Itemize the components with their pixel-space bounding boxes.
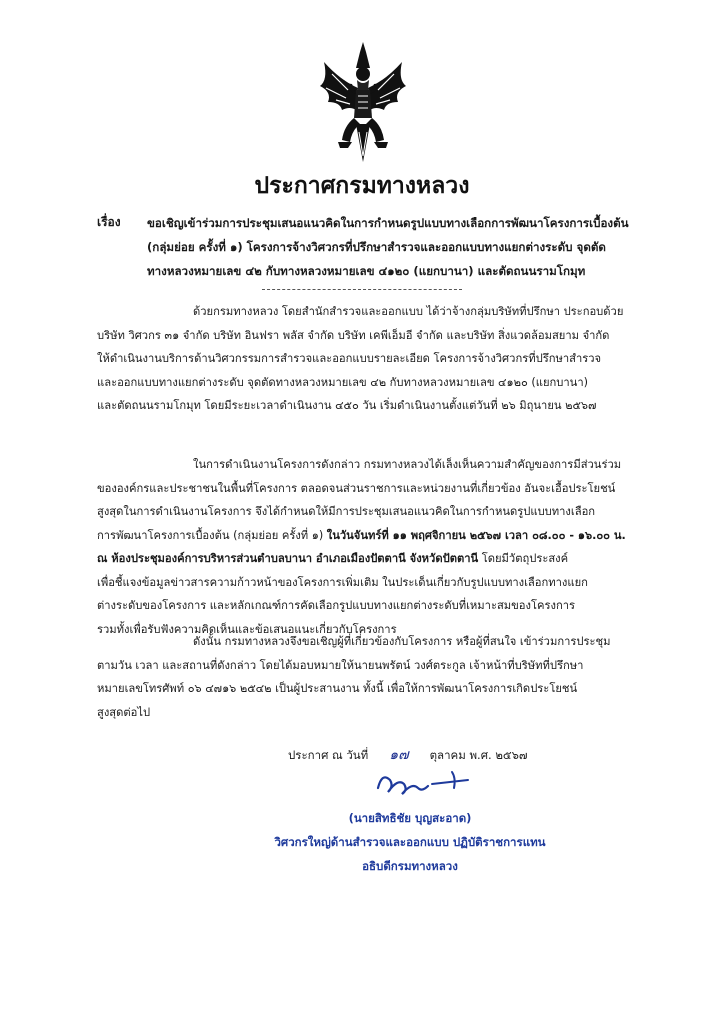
- paragraph-line: ขององค์กรและประชาชนในพื้นที่โครงการ ตลอดจนส่วนราชการและหน่วยงานที่เกี่ยวข้อง อันจะเอื้อประโยชน์: [97, 481, 616, 495]
- paragraph-line: และออกแบบทางแยกต่างระดับ จุดตัดทางหลวงหมายเลข ๔๒ กับทางหลวงหมายเลข ๔๑๒๐ (แยกบานา): [97, 375, 588, 389]
- meeting-datetime: ในวันจันทร์ที่ ๑๑ พฤศจิกายน ๒๕๖๗ เวลา ๐๘.๐๐ - ๑๖.๐๐ น.: [326, 528, 626, 542]
- paragraph-line: ตามวัน เวลา และสถานที่ดังกล่าว โดยได้มอบหมายให้นายนพรัตน์ วงศ์ตระกูล เจ้าหน้าที่บริษัทที่ปรึกษา: [97, 658, 584, 672]
- signatory-block: [230, 806, 590, 878]
- paragraph-3: [97, 630, 687, 724]
- signatory-position: วิศวกรใหญ่ด้านสำรวจและออกแบบ ปฏิบัติราชการแทน: [274, 835, 546, 849]
- paragraph-line: ต่างระดับของโครงการ และหลักเกณฑ์การคัดเลือกรูปแบบทางแยกต่างระดับที่เหมาะสมของโครงการ: [97, 599, 576, 612]
- subject-line: ทางหลวงหมายเลข ๔๒ กับทางหลวงหมายเลข ๔๑๒๐ (แยกบานา) และตัดถนนรามโกมุท: [147, 264, 586, 278]
- paragraph-line: [97, 547, 687, 571]
- meeting-intro: การพัฒนาโครงการเบื้องต้น (กลุ่มย่อย ครั้งที่ ๑): [97, 528, 327, 542]
- subject-text: [147, 211, 682, 283]
- subject-label: เรื่อง: [97, 215, 121, 229]
- date-prefix: ประกาศ ณ วันที่: [288, 748, 369, 762]
- separator-line: [262, 289, 462, 290]
- garuda-emblem: [318, 40, 408, 165]
- handwritten-signature: [372, 758, 482, 808]
- paragraph-line: รวมทั้งเพื่อรับฟังความคิดเห็นและข้อเสนอแนะเกี่ยวกับโครงการ: [97, 622, 397, 636]
- signatory-name: (นายสิทธิชัย บุญสะอาด): [348, 811, 472, 825]
- paragraph-line: สูงสุดต่อไป: [97, 705, 151, 719]
- paragraph-line: ในการดำเนินงานโครงการดังกล่าว กรมทางหลวงได้เล็งเห็นความสำคัญของการมีส่วนร่วม: [193, 458, 622, 471]
- paragraph-line: ให้ดำเนินงานบริการด้านวิศวกรรมการสำรวจและออกแบบรายละเอียด โครงการจ้างวิศวกรที่ปรึกษาสำรวจ: [97, 352, 602, 365]
- meeting-venue: ณ ห้องประชุมองค์การบริหารส่วนตำบลบานา อำเภอเมืองปัตตานี จังหวัดปัตตานี: [97, 552, 479, 565]
- signatory-organization: อธิบดีกรมทางหลวง: [362, 859, 458, 873]
- paragraph-line: และตัดถนนรามโกมุท โดยมีระยะเวลาดำเนินงาน ๔๕๐ วัน เริ่มดำเนินงานตั้งแต่วันที่ ๒๖ มิถุนายน ๒๕๖๗: [97, 399, 597, 412]
- paragraph-line: หมายเลขโทรศัพท์ ๐๖ ๔๗๑๖ ๒๕๔๒ เป็นผู้ประสานงาน ทั้งนี้ เพื่อให้การพัฒนาโครงการเกิดประโยชน์: [97, 682, 578, 695]
- meeting-purpose-intro: โดยมีวัตถุประสงค์: [478, 552, 569, 565]
- paragraph-line: ดังนั้น กรมทางหลวงจึงขอเชิญผู้ที่เกี่ยวข้องกับโครงการ หรือผู้ที่สนใจ เข้าร่วมการประชุม: [193, 635, 611, 648]
- date-month-year: ตุลาคม พ.ศ. ๒๕๖๗: [429, 748, 528, 762]
- paragraph-line: เพื่อชี้แจงข้อมูลข่าวสารความก้าวหน้าของโครงการเพิ่มเติม ในประเด็นเกี่ยวกับรูปแบบทางเลือกทางแยก: [97, 575, 588, 589]
- subject-line: ขอเชิญเข้าร่วมการประชุมเสนอแนวคิดในการกำหนดรูปแบบทางเลือกการพัฒนาโครงการเบื้องต้น: [147, 216, 629, 230]
- document-title: ประกาศกรมทางหลวง: [254, 173, 470, 199]
- paragraph-2: [97, 453, 687, 641]
- paragraph-line: ด้วยกรมทางหลวง โดยสำนักสำรวจและออกแบบ ได้ว่าจ้างกลุ่มบริษัทที่ปรึกษา ประกอบด้วย: [193, 305, 624, 318]
- paragraph-1: [97, 300, 687, 418]
- paragraph-line: [97, 524, 687, 548]
- subject-line: (กลุ่มย่อย ครั้งที่ ๑) โครงการจ้างวิศวกรที่ปรึกษาสำรวจและออกแบบทางแยกต่างระดับ จุดตัด: [147, 240, 606, 254]
- paragraph-line: สูงสุดในการดำเนินงานโครงการ จึงได้กำหนดให้มีการประชุมเสนอแนวคิดในการกำหนดรูปแบบทางเลือก: [97, 505, 596, 518]
- paragraph-line: บริษัท วิศวกร ๓๑ จำกัด บริษัท อินฟรา พลัส จำกัด บริษัท เคพีเอ็มอี จำกัด และบริษัท สิ่งแวดล้อมสยาม จำกัด: [97, 328, 610, 342]
- date-day: ๑๗: [389, 747, 409, 763]
